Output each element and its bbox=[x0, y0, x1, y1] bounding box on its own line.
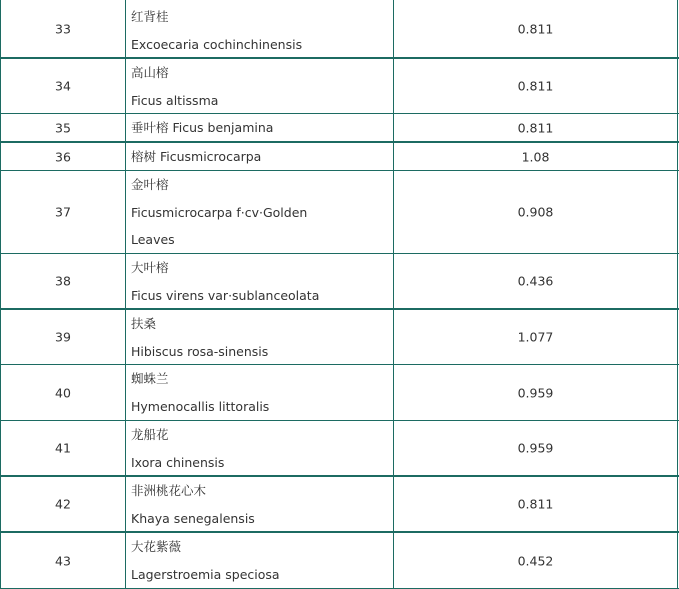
coefficient-value: 1.077 bbox=[517, 329, 554, 345]
row-divider bbox=[0, 57, 679, 59]
row-divider bbox=[0, 253, 679, 254]
latin-name: Lagerstroemia speciosa bbox=[131, 566, 280, 582]
species-cell bbox=[126, 171, 394, 253]
species-cell bbox=[126, 0, 394, 57]
row-number: 33 bbox=[55, 21, 71, 36]
latin-name-continued: Leaves bbox=[131, 232, 175, 247]
latin-name: Excoecaria cochinchinensis bbox=[131, 36, 303, 52]
coefficient-value: 0.811 bbox=[517, 120, 554, 135]
number-cell bbox=[0, 143, 126, 170]
number-cell bbox=[0, 421, 126, 475]
row-divider bbox=[0, 420, 679, 421]
number-cell bbox=[0, 310, 126, 364]
coefficient-value: 0.811 bbox=[517, 78, 554, 94]
row-number: 34 bbox=[55, 78, 71, 94]
table-row bbox=[0, 0, 679, 57]
value-cell bbox=[394, 533, 678, 589]
latin-name: Hymenocallis littoralis bbox=[131, 398, 270, 414]
chinese-name: 龙船花 bbox=[131, 427, 169, 442]
latin-name: Ficus virens var·sublanceolata bbox=[131, 287, 320, 303]
row-divider bbox=[0, 364, 679, 365]
value-cell bbox=[394, 310, 678, 364]
species-cell bbox=[126, 59, 394, 113]
row-number: 41 bbox=[55, 440, 71, 456]
latin-name: Ixora chinensis bbox=[131, 454, 225, 470]
value-cell bbox=[394, 365, 678, 420]
table-row bbox=[0, 143, 679, 170]
table-row bbox=[0, 533, 679, 589]
table-row bbox=[0, 59, 679, 113]
table-row bbox=[0, 254, 679, 308]
coefficient-value: 0.811 bbox=[517, 496, 554, 512]
latin-name: Hibiscus rosa-sinensis bbox=[131, 343, 269, 359]
chinese-name: 扶桑 bbox=[131, 316, 157, 331]
species-cell bbox=[126, 254, 394, 308]
species-cell bbox=[126, 114, 394, 141]
row-number: 35 bbox=[55, 120, 71, 135]
chinese-name: 金叶榕 bbox=[131, 177, 169, 192]
row-divider bbox=[0, 475, 679, 477]
species-cell bbox=[126, 533, 394, 589]
value-cell bbox=[394, 59, 678, 113]
species-name: 榕树 Ficusmicrocarpa bbox=[131, 149, 262, 164]
row-number: 37 bbox=[55, 204, 71, 220]
species-cell bbox=[126, 421, 394, 475]
number-cell bbox=[0, 114, 126, 141]
table-row bbox=[0, 171, 679, 253]
chinese-name: 大花紫薇 bbox=[131, 539, 182, 554]
table-row bbox=[0, 114, 679, 141]
latin-name: Khaya senegalensis bbox=[131, 510, 255, 526]
row-divider bbox=[0, 308, 679, 310]
value-cell bbox=[394, 114, 678, 141]
row-number: 40 bbox=[55, 385, 71, 400]
species-cell bbox=[126, 477, 394, 531]
row-number: 36 bbox=[55, 149, 71, 164]
coefficient-value: 0.959 bbox=[517, 440, 554, 456]
number-cell bbox=[0, 254, 126, 308]
number-cell bbox=[0, 0, 126, 57]
coefficient-value: 1.08 bbox=[521, 149, 550, 164]
value-cell bbox=[394, 0, 678, 57]
value-cell bbox=[394, 477, 678, 531]
table-row bbox=[0, 310, 679, 364]
number-cell bbox=[0, 171, 126, 253]
chinese-name: 非洲桃花心木 bbox=[131, 483, 207, 498]
coefficient-value: 0.811 bbox=[517, 21, 554, 36]
chinese-name: 蜘蛛兰 bbox=[131, 371, 169, 386]
chinese-name: 高山榕 bbox=[131, 65, 169, 80]
row-divider bbox=[0, 531, 679, 533]
species-cell bbox=[126, 310, 394, 364]
row-divider bbox=[0, 141, 679, 143]
coefficient-value: 0.908 bbox=[517, 204, 554, 220]
chinese-name: 红背桂 bbox=[131, 9, 169, 24]
chinese-name: 大叶榕 bbox=[131, 260, 169, 275]
coefficient-value: 0.436 bbox=[517, 273, 554, 289]
table-row bbox=[0, 365, 679, 420]
coefficient-value: 0.959 bbox=[517, 385, 554, 400]
value-cell bbox=[394, 143, 678, 170]
latin-name: Ficusmicrocarpa f·cv·Golden bbox=[131, 204, 308, 220]
row-divider bbox=[0, 170, 679, 171]
row-number: 39 bbox=[55, 329, 71, 345]
row-number: 42 bbox=[55, 496, 71, 512]
species-cell bbox=[126, 143, 394, 170]
number-cell bbox=[0, 533, 126, 589]
species-cell bbox=[126, 365, 394, 420]
number-cell bbox=[0, 477, 126, 531]
table-row bbox=[0, 421, 679, 475]
row-number: 43 bbox=[55, 553, 71, 569]
row-number: 38 bbox=[55, 273, 71, 289]
row-divider bbox=[0, 113, 679, 114]
table-row bbox=[0, 477, 679, 531]
value-cell bbox=[394, 171, 678, 253]
species-name: 垂叶榕 Ficus benjamina bbox=[131, 120, 274, 135]
value-cell bbox=[394, 254, 678, 308]
latin-name: Ficus altissma bbox=[131, 92, 219, 108]
number-cell bbox=[0, 365, 126, 420]
coefficient-value: 0.452 bbox=[517, 553, 554, 569]
value-cell bbox=[394, 421, 678, 475]
number-cell bbox=[0, 59, 126, 113]
